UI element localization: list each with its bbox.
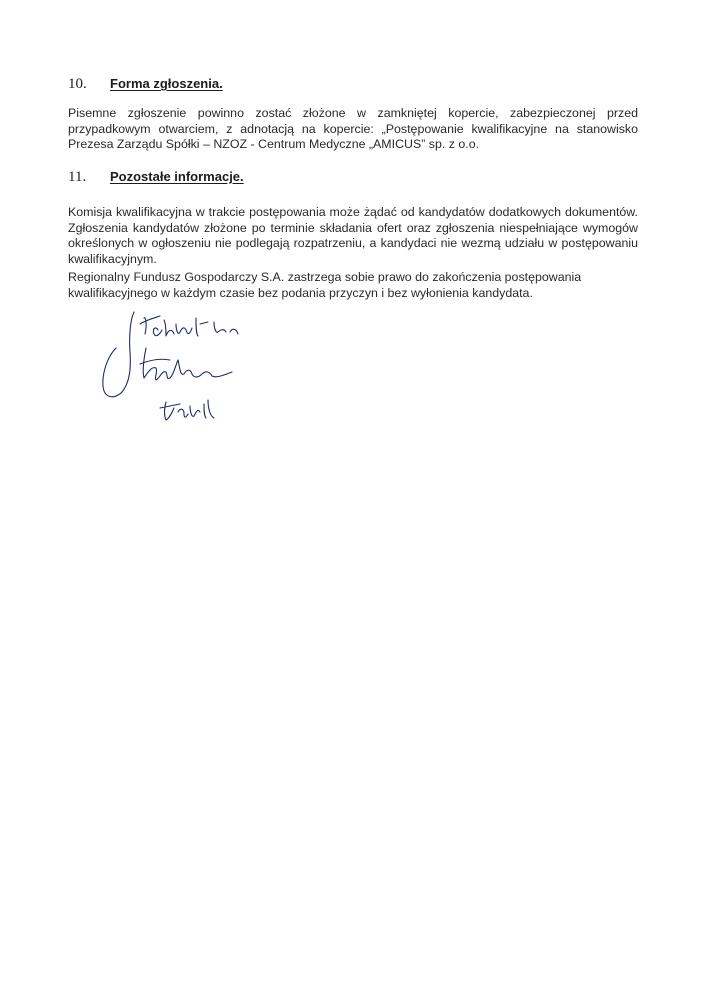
handwritten-signatures [100,308,260,426]
section-number: 11. [68,169,87,185]
section-heading [68,169,638,189]
section-paragraph: Pisemne zgłoszenie powinno zostać złożone w zamkniętej kopercie, zabezpieczonej przed przypadkowym otwarciem, z adnotacją na kopercie: „Postępowanie kwalifikacyjne na stanowisko Prezesa Zarządu Spółki – NZOZ - Centrum Medyczne „AMICUS” sp. z o.o. [68,106,638,152]
section-title: Forma zgłoszenia. [110,76,223,91]
section-heading [68,76,638,96]
section-11 [68,169,638,189]
signature-1 [140,316,238,336]
section-10 [68,76,638,153]
section-paragraph: Regionalny Fundusz Gospodarczy S.A. zastrzega sobie prawo do zakończenia postępowania kwalifikacyjnego w każdym czasie bez podania przyczyn i bez wyłonienia kandydata. [68,270,582,300]
section-11-body [68,205,638,302]
signature-3 [160,400,214,420]
section-title: Pozostałe informacje. [110,169,244,184]
signature-2 [143,348,232,380]
signature-bracket [103,312,134,397]
section-paragraph: Komisja kwalifikacyjna w trakcie postępowania może żądać od kandydatów dodatkowych dokumentów. Zgłoszenia kandydatów złożone po terminie składania ofert oraz zgłoszenia niespełniające wymogów określonych w ogłoszeniu nie podlegają rozpatrzeniu, a kandydaci nie wezmą udziału w postępowaniu kwalifikacyjnym. [68,205,638,266]
section-number: 10. [68,76,87,92]
